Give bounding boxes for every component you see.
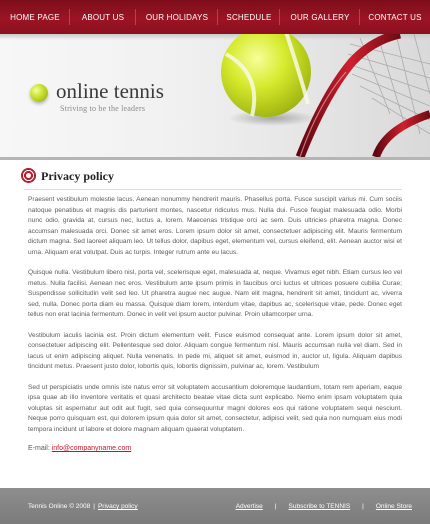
paragraph-4: Sed ut perspiciatis unde omnis iste natus error sit voluptatem accusantium doloremque laudantium, totam rem aperiam, eaque ipsa quae ab illo inventore veritatis et quasi architecto beatae vitae dicta sunt explicabo. Nemo enim ipsam voluptatem quia voluptas sit aspernatur aut odit aut fugit, sed quia consequuntur magni dolores eos qui ratione voluptatem sequi nesciunt. Neque porro quisquam est, qui dolorem ipsum quia dolor sit amet, consectetur, adipisci velit, sed quia non numquam eius modi tempora incidunt ut labore et dolore magnam aliquam quaerat voluptatem. [28,383,402,433]
policy-text [28,195,402,452]
footer-separator: | [362,503,364,510]
nav-gallery[interactable]: OUR GALLERY [280,0,360,34]
email-label: E-mail: [28,445,50,452]
nav-schedule[interactable]: SCHEDULE [218,0,280,34]
footer-separator: | [274,503,277,510]
tennis-ball-logo-icon [30,84,48,102]
nav-contact[interactable]: CONTACT US [368,12,422,22]
privacy-policy-link[interactable]: Privacy policy [97,503,138,510]
paragraph-3: Vestibulum iaculis lacinia est. Proin dictum elementum velit. Fusce euismod consequat ante. Lorem ipsum dolor sit amet, consectetuer adipiscing elit. Pellentesque sed dolor. Aliquam congue fermentum nisl. Mauris accumsan nulla vel diam. Sed in lacus ut enim adipiscing aliquet. Nulla venenatis. In pede mi, aliquet sit amet, euismod in, auctor ut, ligula. Aliquam dapibus tincidunt metus. Praesent justo dolor, lobortis quis, lobortis dignissim, pulvinar ac, lorem. Vestibulum [28,331,402,370]
nav-holidays[interactable]: OUR HOLIDAYS [136,0,218,34]
email-link[interactable]: info@companyname.com [51,445,132,452]
nav-home[interactable]: HOME PAGE [0,0,70,34]
site-title: online tennis [56,79,164,103]
page-title: Privacy policy [41,169,114,183]
bullet-circle-icon [22,169,35,182]
subscribe-link[interactable]: Subscribe to TENNIS [288,503,351,510]
footer-separator: | [93,503,95,510]
copyright-text: Tennis Online © 2008 [28,503,91,510]
main-content [0,160,430,488]
nav-about[interactable]: ABOUT US [70,0,136,34]
site-tagline: Striving to be the leaders [60,104,146,113]
paragraph-1: Praesent vestibulum molestie lacus. Aenean nonummy hendrerit mauris. Phasellus porta. Fusce suscipit varius mi. Cum sociis natoque penatibus et magnis dis parturient montes, nascetur ridiculus mus. Nulla dui. Fusce feugiat malesuada odio. Morbi nunc odio, gravida at, cursus nec, luctus a, lorem. Maecenas tristique orci ac sem. Duis ultricies pharetra magna. Donec accumsan malesuada orci. Donec sit amet eros. Lorem ipsum dolor sit amet, consectetuer adipiscing elit. Mauris fermentum dictum magna. Sed laoreet aliquam leo. Ut tellus dolor, dapibus eget, elementum vel, cursus eleifend, elit. Aenean auctor wisi et urna. Aliquam erat volutpat. Duis ac turpis. Integer rutrum ante eu lacus. [28,196,402,256]
email-line [28,445,402,452]
footer-left [28,503,138,510]
footer-links [236,503,412,510]
title-divider [24,189,402,190]
footer [0,488,430,524]
advertise-link[interactable]: Advertise [235,503,263,510]
header-banner [0,34,430,157]
paragraph-2: Quisque nulla. Vestibulum libero nisl, porta vel, scelerisque eget, malesuada at, neque. Vivamus eget nibh. Etiam cursus leo vel metus. Nulla facilisi. Aenean nec eros. Vestibulum ante ipsum primis in faucibus orci luctus et ultrices posuere cubilia Curae; Suspendisse sollicitudin velit sed leo. Ut pharetra augue nec augue. Nam elit magna, hendrerit sit amet, tincidunt ac, viverra sed, nulla. Donec porta diam eu massa. Quisque diam lorem, interdum vitae, dapibus ac, scelerisque vitae, pede. Donec eget tellus non erat lacinia fermentum. Donec in velit vel ipsum auctor pulvinar. Proin ullamcorper urna. [28,269,402,318]
top-nav [0,0,430,34]
online-store-link[interactable]: Online Store [375,503,412,510]
